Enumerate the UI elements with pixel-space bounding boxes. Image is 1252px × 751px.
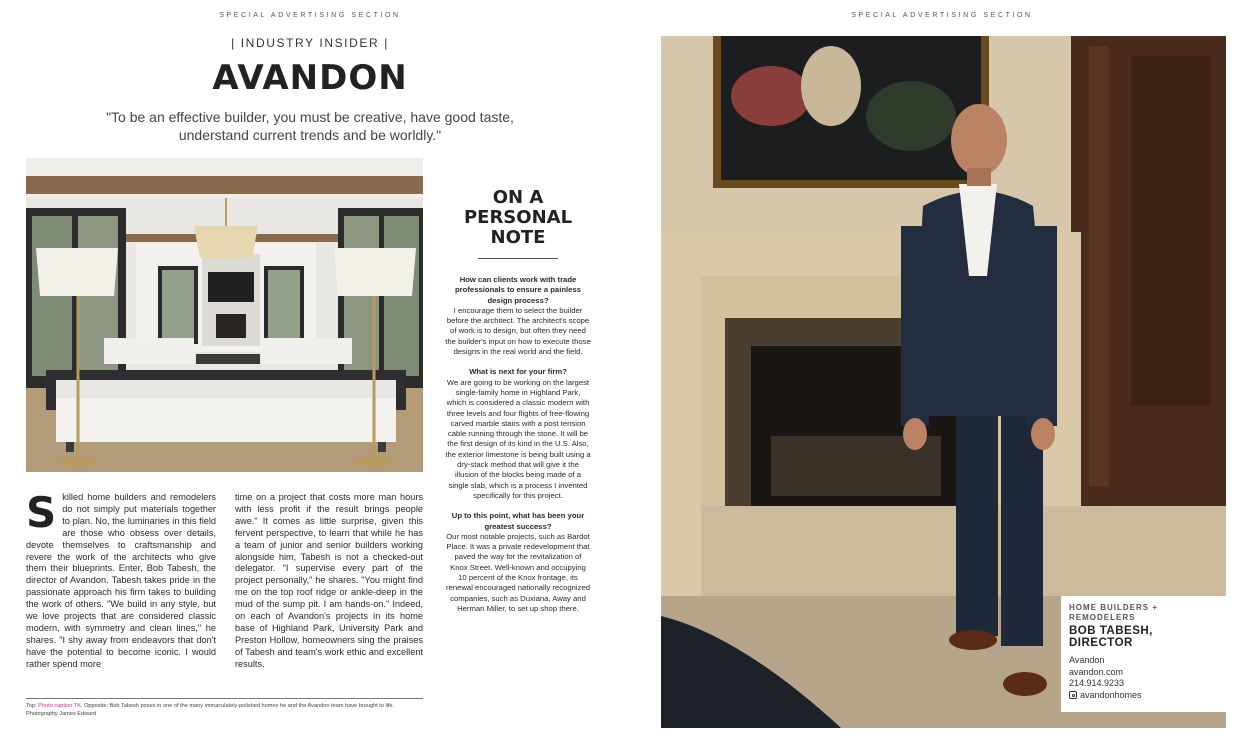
answer-3: Our most notable projects, such as Bardot Place. It was a private redevelopment that paved the way for the revitalization of Knox Street. Well-known and occupying 10 percent of the Knox frontage, its renewal encouraged nationally recognized companies, such as Duxiana, Away and Herman Miller, to set up shop there. bbox=[445, 531, 591, 613]
contact-card bbox=[1061, 596, 1226, 712]
sidebar-divider bbox=[478, 258, 558, 259]
question-2: What is next for your firm? bbox=[469, 367, 567, 377]
question-3: Up to this point, what has been your greatest success? bbox=[451, 511, 585, 531]
sidebar-title-line2: PERSONAL bbox=[463, 207, 573, 228]
living-room-illustration bbox=[26, 158, 423, 472]
answer-2: We are going to be working on the largest single-family home in Highland Park, which is considered a classic modern with three levels and four flights of free-flowing carved marble stairs with a post tension cable running through the stone. It will be the first design of its kind in the U.S. Also, the exterior limestone is being built using a dry-stack method that will give it the illusion of the blocks being made of a single slab, which is a process I invented specifically for this project. bbox=[445, 377, 591, 500]
caption-rule bbox=[26, 698, 423, 699]
sidebar-qa bbox=[445, 275, 591, 614]
page-title: AVANDON bbox=[212, 58, 408, 98]
body-column-1 bbox=[26, 488, 216, 671]
card-name: BOB TABESH, DIRECTOR bbox=[1069, 625, 1153, 649]
personal-note-sidebar bbox=[445, 188, 591, 624]
body-column-1-text: killed home builders and remodelers do not simply put materials together to plan. No, the luminaries in this field are those who obsess over details, devote themselves to craftsmanship and revere the work of the architects who give them their blueprints. Enter, Bob Tabesh, the director of Avandon. Tabesh takes pride in the passionate approach his firm takes to building the work of others. "We build in any style, but we love projects that are considered classic modern, with symmetry and clean lines," he shares. "I shy away from endeavors that don't have the potential to become iconic. I would rather spend more bbox=[26, 492, 216, 669]
card-category-line2: REMODELERS bbox=[1069, 613, 1136, 622]
card-category-line1: HOME BUILDERS + bbox=[1069, 603, 1159, 612]
section-kicker: | INDUSTRY INSIDER | bbox=[231, 36, 389, 50]
card-company: Avandon bbox=[1069, 655, 1105, 665]
question-1: How can clients work with trade professionals to ensure a painless design process? bbox=[454, 275, 582, 305]
interior-photo bbox=[26, 158, 423, 472]
photo-credit: Photography James Edward bbox=[26, 710, 97, 717]
card-instagram[interactable] bbox=[1069, 690, 1218, 702]
instagram-icon bbox=[1069, 691, 1077, 699]
sidebar-title-line1: ON A bbox=[492, 187, 544, 208]
left-header: SPECIAL ADVERTISING SECTION bbox=[219, 12, 401, 19]
card-instagram-handle: avandonhomes bbox=[1080, 689, 1142, 700]
right-header: SPECIAL ADVERTISING SECTION bbox=[851, 12, 1033, 19]
pull-quote bbox=[60, 108, 560, 144]
caption-text: Opposite: Bob Tabesh poses in one of the many immaculately-polished homes he and the Avandon team have brought to life. bbox=[84, 703, 395, 709]
body-column-2: time on a project that costs more man hours with less profit if the result brings people awe." It comes as little surprise, given this fervent perspective, to learn that while he has a team of junior and senior builders working alongside him, Tabesh is not a checked-out delegator. "I supervise every part of the project personally," he shares. "You might find me on the top roof ridge or ankle-deep in the mud of the sump pit. I am hands-on." Indeed, on each of Avandon's projects in its home base of Highland Park, University Park and Preston Hollow, homeowners sing the praises of Tabesh and team's work ethic and excellent results. bbox=[235, 492, 423, 669]
card-website[interactable]: avandon.com bbox=[1069, 666, 1124, 677]
pull-quote-line1: "To be an effective builder, you must be creative, have good taste, bbox=[106, 109, 514, 125]
photo-caption bbox=[26, 703, 423, 718]
caption-placeholder: Photo caption TK. bbox=[38, 703, 83, 709]
card-phone[interactable]: 214.914.9233 bbox=[1069, 678, 1125, 688]
sidebar-title-line3: NOTE bbox=[490, 227, 546, 248]
sidebar-title bbox=[445, 188, 591, 248]
drop-cap: S bbox=[26, 488, 57, 537]
answer-1: I encourage them to select the builder before the architect. The architect's scope of work is to design, but often they need the builder's input on how to execute those designs in the real world and the field. bbox=[445, 305, 591, 357]
pull-quote-line2: understand current trends and be worldly." bbox=[178, 127, 442, 143]
caption-prefix: Top: bbox=[26, 703, 37, 709]
